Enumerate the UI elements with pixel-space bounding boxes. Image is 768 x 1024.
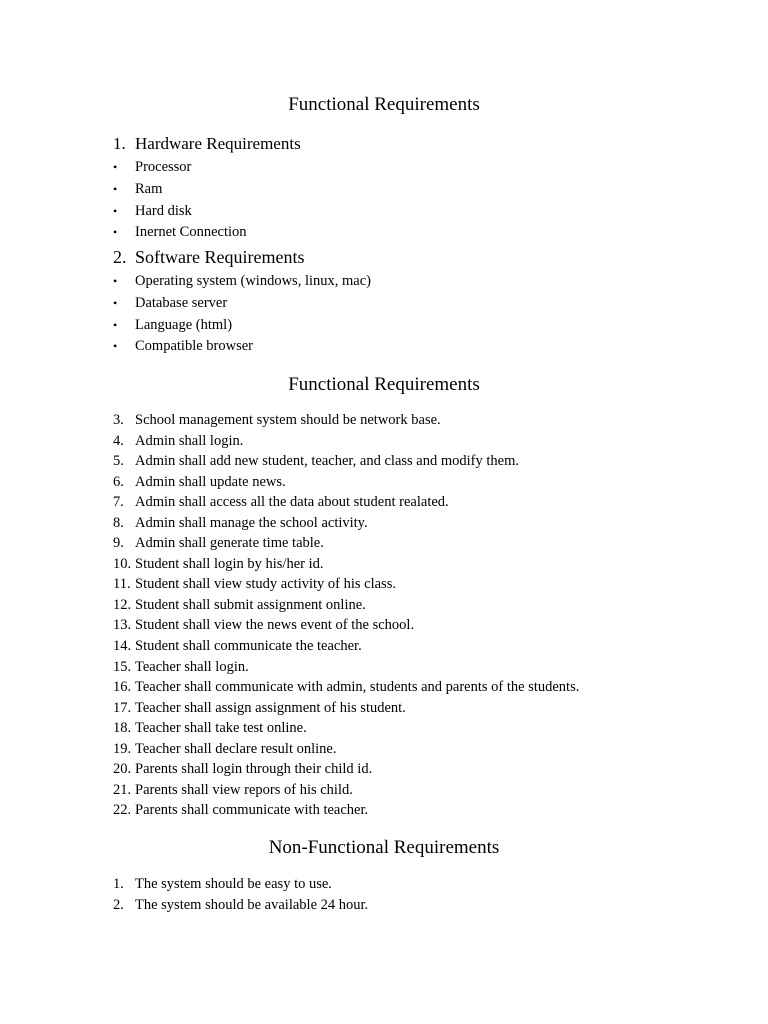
list-item: 5. Admin shall add new student, teacher, and class and modify them. (113, 453, 519, 470)
section-heading-text: Hardware Requirements (135, 134, 301, 153)
list-item: 10. Student shall login by his/her id. (113, 555, 324, 572)
list-item: 18. Teacher shall take test online. (113, 720, 307, 737)
list-item: 19. Teacher shall declare result online. (113, 740, 337, 757)
bullet-icon: • (113, 160, 118, 174)
list-item: 14. Student shall communicate the teacher. (113, 638, 362, 655)
bullet-icon: • (113, 181, 118, 196)
bullet-icon: • (113, 225, 118, 240)
list-item: • Ram (113, 179, 247, 201)
list-item: 13. Student shall view the news event of the school. (113, 617, 415, 634)
section-number: 2. (113, 247, 127, 267)
list-item: 6. Admin shall update news. (113, 473, 286, 490)
list-item: 4. Admin shall login. (113, 432, 244, 449)
list-item: 9. Admin shall generate time table. (113, 535, 324, 552)
list-item: 2. The system should be available 24 hour. (113, 896, 369, 913)
hardware-requirements-heading (113, 133, 301, 155)
bullet-icon: • (113, 339, 118, 354)
list-item: • Inernet Connection (113, 222, 247, 244)
bullet-icon: • (113, 317, 118, 332)
list-item: • Processor (113, 157, 247, 179)
section-heading-text: Software Requirements (135, 247, 305, 267)
list-item: 8. Admin shall manage the school activity. (113, 514, 368, 531)
functional-requirements-heading: Functional Requirements (288, 374, 480, 395)
list-item: 22. Parents shall communicate with teacher. (113, 802, 369, 819)
non-functional-requirements-heading: Non-Functional Requirements (268, 837, 500, 858)
list-item: 3. School management system should be network base. (113, 412, 441, 428)
list-item: 16. Teacher shall communicate with admin, students and parents of the students. (113, 679, 580, 696)
bullet-icon: • (113, 295, 118, 310)
list-item: 17. Teacher shall assign assignment of his student. (113, 699, 406, 716)
list-item: 1. The system should be easy to use. (113, 876, 332, 892)
section-number: 1. (113, 134, 126, 153)
list-item: • Compatible browser (113, 336, 371, 358)
non-functional-requirements-list (113, 874, 368, 915)
list-item: • Database server (113, 293, 371, 315)
list-item: • Hard disk (113, 201, 247, 223)
list-item: 15. Teacher shall login. (113, 658, 249, 675)
list-item: 20. Parents shall login through their child id. (113, 761, 373, 778)
bullet-icon: • (113, 274, 118, 288)
list-item: • Operating system (windows, linux, mac) (113, 271, 371, 293)
functional-requirements-list (113, 410, 579, 821)
bullet-icon: • (113, 203, 118, 218)
page-title: Functional Requirements (288, 94, 480, 115)
software-requirements-heading (113, 246, 304, 268)
hardware-requirements-list (113, 157, 247, 244)
list-item: 11. Student shall view study activity of his class. (113, 576, 396, 593)
software-requirements-list (113, 271, 371, 358)
list-item: 21. Parents shall view repors of his child. (113, 781, 353, 798)
list-item: 7. Admin shall access all the data about student realated. (113, 494, 449, 511)
list-item: 12. Student shall submit assignment online. (113, 596, 366, 613)
list-item: • Language (html) (113, 315, 371, 337)
